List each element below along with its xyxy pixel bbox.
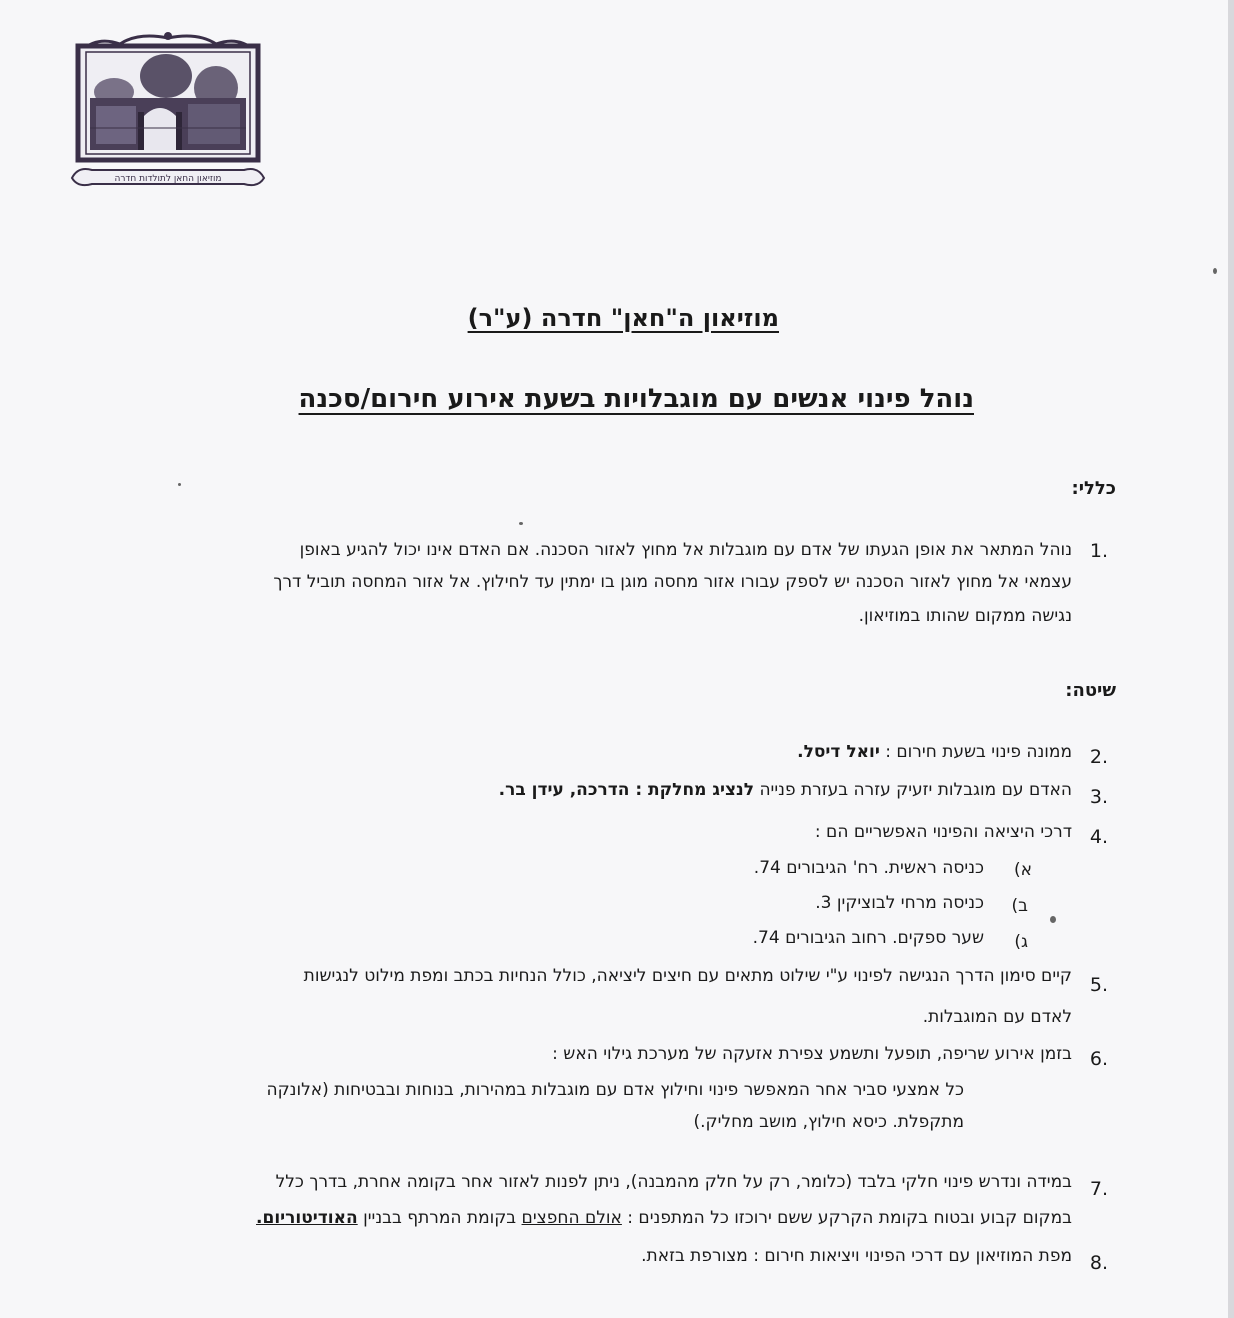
- item-number: 8.: [1089, 1252, 1108, 1274]
- item1-line2: עצמאי אל מחוץ לאזור הסכנה יש לספק עבורו אזור מחסה מוגן בו ימתין עד לחילוץ. אל אזור המחסה תוביל דרך: [273, 572, 1072, 592]
- item7-line2-start: במקום קבוע ובטוח בקומת הקרקע ששם ירוכזו כל המתפנים :: [627, 1208, 1072, 1228]
- item2-text: [797, 742, 1072, 762]
- item7-line1: במידה ונדרש פינוי חלקי בלבד (כלומר, רק על חלק מהמבנה), ניתן לפנות לאזור אחר בקומה אחרת, בדרך כלל: [275, 1172, 1072, 1192]
- scan-speck: [519, 522, 523, 525]
- document-title: נוהל פינוי אנשים עם מוגבלויות בשעת אירוע חירום/סכנה: [298, 384, 974, 414]
- item5-line1: קיים סימון הדרך הנגישה לפינוי ע"י שילוט מתאים עם חיצים ליציאה, כולל הנחיות בכתב ומפת מילוט לנגישות: [303, 966, 1072, 986]
- logo-ribbon-text: מוזיאון החאן לתולדות חדרה: [114, 174, 222, 184]
- item-number: 5.: [1089, 974, 1108, 996]
- scan-speck: [178, 483, 181, 486]
- item7-line2-mid: בקומת המרתף בבניין: [363, 1208, 517, 1228]
- section-heading-general: כללי:: [1071, 478, 1116, 499]
- subitem-letter: ב): [1011, 896, 1028, 916]
- scan-edge: [1228, 0, 1234, 1318]
- item6-sub-line2: מתקפלת. כיסא חילוץ, מושב מחליק.): [693, 1112, 964, 1132]
- section-heading-method: שיטה:: [1065, 680, 1116, 701]
- item7-auditorium: האודיטוריום.: [256, 1208, 358, 1228]
- museum-logo: [68, 28, 268, 196]
- scan-speck: [1213, 268, 1217, 274]
- item3-contact: לנציג מחלקת : הדרכה, עידן בר.: [498, 780, 755, 800]
- item7-line2: [256, 1208, 1072, 1228]
- item8-text: מפת המוזיאון עם דרכי הפינוי ויציאות חירום : מצורפת בזאת.: [641, 1246, 1072, 1266]
- item5-line2: לאדם עם המוגבלות.: [922, 1007, 1072, 1027]
- subitem-text: כניסה ראשית. רח' הגיבורים 74.: [753, 858, 984, 878]
- item-number: 4.: [1089, 826, 1108, 848]
- subitem-text: כניסה מרחי לבוציקין 3.: [815, 893, 984, 913]
- item1-line3: נגישה ממקום שהותו במוזיאון.: [858, 606, 1072, 626]
- item7-hall: אולם החפצים: [521, 1208, 622, 1228]
- item-number: 7.: [1089, 1178, 1108, 1200]
- scan-speck: [1050, 916, 1056, 923]
- item2-label: ממונה פינוי בשעת חירום :: [885, 742, 1072, 762]
- subitem-text: שער ספקים. רחוב הגיבורים 74.: [752, 928, 984, 948]
- subitem-letter: א): [1014, 860, 1032, 880]
- item6-text: בזמן אירוע שריפה, תופעל ותשמע צפירת אזעקה של מערכת גילוי האש :: [552, 1044, 1072, 1064]
- item6-sub-line1: כל אמצעי סביר אחר המאפשר פינוי וחילוץ אדם עם מוגבלות במהירות, בנוחות ובבטיחות (אלונקה: [266, 1080, 964, 1100]
- item2-value: יואל דיסל.: [797, 742, 880, 762]
- item-number: 3.: [1089, 786, 1108, 808]
- item-number: 6.: [1089, 1048, 1108, 1070]
- item1-line1: נוהל המתאר את אופן הגעתו של אדם עם מוגבלות אל מחוץ לאזור הסכנה. אם האדם אינו יכול להגיע באופן: [299, 540, 1072, 560]
- museum-title: מוזיאון ה"חאן" חדרה (ע"ר): [467, 304, 779, 332]
- item4-text: דרכי היציאה והפינוי האפשריים הם :: [814, 822, 1072, 842]
- item3-text: [499, 780, 1072, 800]
- item3-main: האדם עם מוגבלות יזעיק עזרה בעזרת פנייה: [759, 780, 1072, 800]
- item-number: 1.: [1089, 540, 1108, 562]
- item-number: 2.: [1089, 746, 1108, 768]
- subitem-letter: ג): [1014, 932, 1028, 952]
